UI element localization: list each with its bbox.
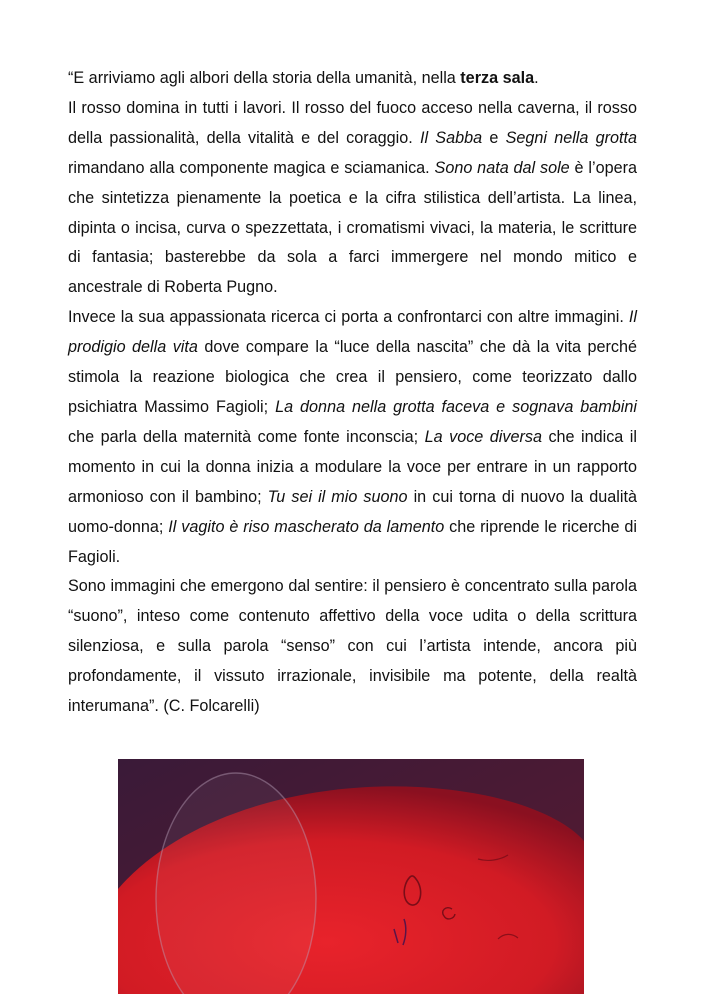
artwork-painting [118, 759, 584, 994]
artwork-title: Il vagito è riso mascherato da lamento [168, 517, 445, 536]
essay-text [68, 64, 637, 722]
body-text: Invece la sua appassionata ricerca ci porta a confrontarci con altre immagini. [68, 308, 629, 327]
artwork-title: La donna nella grotta faceva e sognava bambini [275, 397, 637, 416]
paragraph [68, 94, 637, 303]
paragraph [68, 303, 637, 572]
body-text: è l’opera che sintetizza pienamente la poetica e la cifra stilistica dell’artista. La linea, dipinta o incisa, curva o spezzettata, i cromatismi vivaci, la materia, le scritture di fantasia; basterebbe da sola a farci immergere nel mondo mitico e ancestrale di Roberta Pugno. [68, 158, 637, 297]
body-text: Sono immagini che emergono dal sentire: il pensiero è concentrato sulla parola “suono”, inteso come contenuto affettivo della voce udita o della scrittura silenziosa, e sulla parola “senso” con cui l’artista intende, ancora più profondamente, il vissuto irrazionale, invisibile ma potente, della realtà interumana”. (C. Folcarelli) [68, 577, 637, 716]
bold-text: terza sala [460, 69, 535, 87]
body-text: “E arriviamo agli albori della storia della umanità, nella [68, 69, 461, 87]
artwork-title: Segni nella grotta [505, 128, 638, 147]
paragraph [68, 572, 637, 722]
artwork-title: La voce diversa [424, 427, 542, 446]
artwork-title: Sono nata dal sole [434, 158, 570, 177]
artwork-title: Tu sei il mio suono [267, 487, 408, 506]
painting-image [118, 759, 584, 994]
artwork-title: Il prodigio della vita [68, 308, 637, 357]
body-text: in cui torna di nuovo la dualità uomo-donna; [68, 487, 637, 536]
paragraph [68, 64, 637, 94]
body-text: dove compare la “luce della nascita” che dà la vita perché stimola la reazione biologica che crea il pensiero, come teorizzato dallo psichiatra Massimo Fagioli; [68, 338, 637, 416]
body-text: rimandano alla componente magica e sciamanica. [68, 158, 435, 177]
body-text: . [534, 69, 539, 87]
body-text: che indica il momento in cui la donna inizia a modulare la voce per entrare in un rapporto armonioso con il bambino; [68, 427, 637, 506]
body-text: Il rosso domina in tutti i lavori. Il rosso del fuoco acceso nella caverna, il rosso della passionalità, della vitalità e del coraggio. [68, 98, 637, 147]
body-text: che parla della maternità come fonte inconscia; [68, 427, 425, 446]
artwork-title: Il Sabba [420, 128, 483, 147]
body-text: che riprende le ricerche di Fagioli. [68, 517, 637, 566]
body-text: e [482, 128, 506, 147]
